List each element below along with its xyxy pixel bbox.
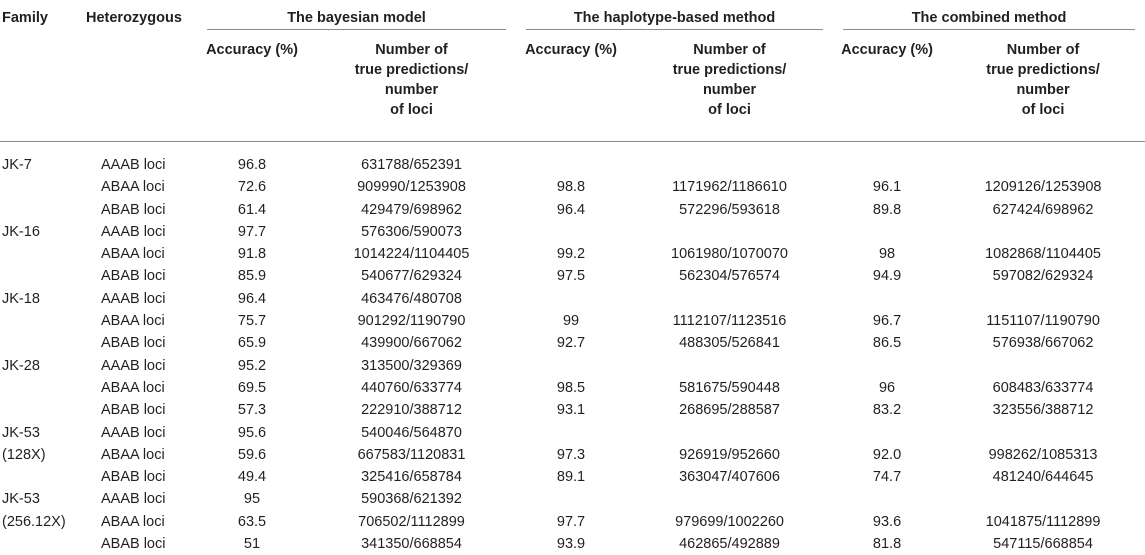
bayesian-number-cell: 590368/621392 bbox=[307, 488, 516, 510]
combined-number-cell: 597082/629324 bbox=[941, 265, 1145, 287]
table-row bbox=[0, 533, 1145, 555]
haplotype-accuracy-cell bbox=[516, 288, 626, 310]
haplotype-accuracy-cell bbox=[516, 142, 626, 177]
family-cell: JK-28 bbox=[0, 355, 86, 377]
family-cell bbox=[0, 332, 86, 354]
bayesian-number-cell: 429479/698962 bbox=[307, 199, 516, 221]
bayesian-accuracy-cell: 91.8 bbox=[197, 243, 307, 265]
bayesian-accuracy-cell: 59.6 bbox=[197, 444, 307, 466]
bayesian-accuracy-cell: 63.5 bbox=[197, 511, 307, 533]
haplotype-accuracy-cell: 96.4 bbox=[516, 199, 626, 221]
haplotype-accuracy-cell: 98.8 bbox=[516, 176, 626, 198]
haplotype-accuracy-cell bbox=[516, 221, 626, 243]
table-row bbox=[0, 243, 1145, 265]
table-row bbox=[0, 466, 1145, 488]
bayesian-number-cell: 439900/667062 bbox=[307, 332, 516, 354]
table-row bbox=[0, 332, 1145, 354]
haplotype-accuracy-cell: 89.1 bbox=[516, 466, 626, 488]
combined-accuracy-cell: 74.7 bbox=[833, 466, 941, 488]
haplotype-number-cell: 572296/593618 bbox=[626, 199, 833, 221]
table-row bbox=[0, 399, 1145, 421]
combined-accuracy-cell: 92.0 bbox=[833, 444, 941, 466]
haplotype-number-cell: 1112107/1123516 bbox=[626, 310, 833, 332]
family-cell bbox=[0, 377, 86, 399]
family-cell bbox=[0, 199, 86, 221]
haplotype-accuracy-cell: 99 bbox=[516, 310, 626, 332]
combined-number-cell: 627424/698962 bbox=[941, 199, 1145, 221]
combined-number-cell: 998262/1085313 bbox=[941, 444, 1145, 466]
haplotype-accuracy-cell: 98.5 bbox=[516, 377, 626, 399]
family-cell: JK-53 bbox=[0, 422, 86, 444]
bayesian-accuracy-cell: 95.6 bbox=[197, 422, 307, 444]
bayesian-number-cell: 463476/480708 bbox=[307, 288, 516, 310]
bayesian-number-header: Number of true predictions/ number of loci bbox=[307, 30, 516, 142]
bayesian-accuracy-cell: 85.9 bbox=[197, 265, 307, 287]
family-cell: JK-7 bbox=[0, 142, 86, 177]
haplotype-number-header: Number of true predictions/ number of loci bbox=[626, 30, 833, 142]
bayesian-accuracy-cell: 75.7 bbox=[197, 310, 307, 332]
combined-accuracy-cell: 89.8 bbox=[833, 199, 941, 221]
heterozygous-cell: ABAB loci bbox=[86, 533, 197, 555]
combined-accuracy-header: Accuracy (%) bbox=[833, 30, 941, 142]
combined-number-cell bbox=[941, 355, 1145, 377]
family-cell bbox=[0, 399, 86, 421]
haplotype-accuracy-cell: 99.2 bbox=[516, 243, 626, 265]
bayesian-number-cell: 631788/652391 bbox=[307, 142, 516, 177]
bayesian-accuracy-cell: 69.5 bbox=[197, 377, 307, 399]
haplotype-number-cell bbox=[626, 488, 833, 510]
combined-accuracy-cell: 86.5 bbox=[833, 332, 941, 354]
bayesian-number-cell: 325416/658784 bbox=[307, 466, 516, 488]
family-cell bbox=[0, 533, 86, 555]
heterozygous-cell: AAAB loci bbox=[86, 488, 197, 510]
haplotype-accuracy-cell: 93.9 bbox=[516, 533, 626, 555]
combined-accuracy-cell bbox=[833, 142, 941, 177]
family-cell: JK-53 bbox=[0, 488, 86, 510]
family-cell bbox=[0, 466, 86, 488]
heterozygous-cell: ABAB loci bbox=[86, 265, 197, 287]
table-row bbox=[0, 377, 1145, 399]
combined-number-header: Number of true predictions/ number of loci bbox=[941, 30, 1145, 142]
combined-accuracy-cell bbox=[833, 355, 941, 377]
combined-number-cell: 323556/388712 bbox=[941, 399, 1145, 421]
table-row bbox=[0, 176, 1145, 198]
table-body bbox=[0, 142, 1145, 555]
haplotype-accuracy-cell: 93.1 bbox=[516, 399, 626, 421]
combined-number-cell bbox=[941, 142, 1145, 177]
combined-accuracy-cell: 93.6 bbox=[833, 511, 941, 533]
family-cell bbox=[0, 310, 86, 332]
heterozygous-cell: ABAA loci bbox=[86, 377, 197, 399]
bayesian-number-cell: 909990/1253908 bbox=[307, 176, 516, 198]
heterozygous-cell: ABAB loci bbox=[86, 199, 197, 221]
family-cell: (128X) bbox=[0, 444, 86, 466]
haplotype-number-cell: 1061980/1070070 bbox=[626, 243, 833, 265]
table-header bbox=[0, 0, 1145, 142]
haplotype-number-cell: 926919/952660 bbox=[626, 444, 833, 466]
heterozygous-cell: AAAB loci bbox=[86, 422, 197, 444]
empty-header-cell bbox=[0, 30, 86, 142]
bayesian-group-header bbox=[197, 0, 516, 30]
heterozygous-header: Heterozygous bbox=[86, 0, 197, 30]
bayesian-number-cell: 901292/1190790 bbox=[307, 310, 516, 332]
combined-group-header bbox=[833, 0, 1145, 30]
table-row bbox=[0, 142, 1145, 177]
combined-number-cell: 1041875/1112899 bbox=[941, 511, 1145, 533]
haplotype-number-cell bbox=[626, 142, 833, 177]
combined-accuracy-cell bbox=[833, 221, 941, 243]
bayesian-number-cell: 667583/1120831 bbox=[307, 444, 516, 466]
haplotype-accuracy-cell bbox=[516, 488, 626, 510]
bayesian-number-cell: 440760/633774 bbox=[307, 377, 516, 399]
heterozygous-cell: ABAB loci bbox=[86, 332, 197, 354]
bayesian-accuracy-cell: 51 bbox=[197, 533, 307, 555]
bayesian-number-cell: 540046/564870 bbox=[307, 422, 516, 444]
bayesian-number-cell: 222910/388712 bbox=[307, 399, 516, 421]
haplotype-number-cell: 979699/1002260 bbox=[626, 511, 833, 533]
table-row bbox=[0, 265, 1145, 287]
haplotype-accuracy-header: Accuracy (%) bbox=[516, 30, 626, 142]
bayesian-accuracy-cell: 95.2 bbox=[197, 355, 307, 377]
haplotype-number-cell: 1171962/1186610 bbox=[626, 176, 833, 198]
haplotype-group-header bbox=[516, 0, 833, 30]
bayesian-accuracy-cell: 97.7 bbox=[197, 221, 307, 243]
haplotype-number-cell bbox=[626, 288, 833, 310]
heterozygous-cell: ABAA loci bbox=[86, 444, 197, 466]
combined-number-cell bbox=[941, 288, 1145, 310]
family-cell bbox=[0, 243, 86, 265]
table-row bbox=[0, 199, 1145, 221]
haplotype-accuracy-cell: 97.3 bbox=[516, 444, 626, 466]
bayesian-accuracy-cell: 96.4 bbox=[197, 288, 307, 310]
haplotype-number-cell: 363047/407606 bbox=[626, 466, 833, 488]
table-row bbox=[0, 221, 1145, 243]
bayesian-accuracy-cell: 65.9 bbox=[197, 332, 307, 354]
family-cell: JK-18 bbox=[0, 288, 86, 310]
bayesian-number-cell: 1014224/1104405 bbox=[307, 243, 516, 265]
combined-number-cell: 1209126/1253908 bbox=[941, 176, 1145, 198]
table-row bbox=[0, 444, 1145, 466]
haplotype-group-label: The haplotype-based method bbox=[574, 9, 775, 27]
heterozygous-cell: AAAB loci bbox=[86, 288, 197, 310]
bayesian-number-cell: 576306/590073 bbox=[307, 221, 516, 243]
bayesian-accuracy-cell: 95 bbox=[197, 488, 307, 510]
combined-number-cell: 481240/644645 bbox=[941, 466, 1145, 488]
haplotype-accuracy-cell: 97.7 bbox=[516, 511, 626, 533]
combined-accuracy-cell: 98 bbox=[833, 243, 941, 265]
haplotype-number-cell: 462865/492889 bbox=[626, 533, 833, 555]
bayesian-group-label: The bayesian model bbox=[287, 9, 426, 27]
bayesian-accuracy-cell: 49.4 bbox=[197, 466, 307, 488]
haplotype-number-cell bbox=[626, 422, 833, 444]
haplotype-number-cell bbox=[626, 221, 833, 243]
combined-number-cell: 1082868/1104405 bbox=[941, 243, 1145, 265]
combined-number-cell bbox=[941, 221, 1145, 243]
haplotype-accuracy-cell: 97.5 bbox=[516, 265, 626, 287]
haplotype-number-cell bbox=[626, 355, 833, 377]
combined-accuracy-cell bbox=[833, 422, 941, 444]
bayesian-number-cell: 706502/1112899 bbox=[307, 511, 516, 533]
heterozygous-cell: ABAA loci bbox=[86, 310, 197, 332]
bayesian-accuracy-cell: 57.3 bbox=[197, 399, 307, 421]
bayesian-accuracy-cell: 61.4 bbox=[197, 199, 307, 221]
combined-accuracy-cell: 81.8 bbox=[833, 533, 941, 555]
combined-number-cell: 547115/668854 bbox=[941, 533, 1145, 555]
heterozygous-cell: AAAB loci bbox=[86, 355, 197, 377]
heterozygous-cell: ABAB loci bbox=[86, 399, 197, 421]
family-cell: JK-16 bbox=[0, 221, 86, 243]
haplotype-accuracy-cell bbox=[516, 422, 626, 444]
bayesian-accuracy-cell: 96.8 bbox=[197, 142, 307, 177]
table-row bbox=[0, 422, 1145, 444]
bayesian-number-cell: 540677/629324 bbox=[307, 265, 516, 287]
haplotype-number-cell: 562304/576574 bbox=[626, 265, 833, 287]
heterozygous-cell: ABAA loci bbox=[86, 243, 197, 265]
bayesian-number-cell: 341350/668854 bbox=[307, 533, 516, 555]
heterozygous-cell: ABAB loci bbox=[86, 466, 197, 488]
family-cell bbox=[0, 176, 86, 198]
combined-accuracy-cell: 96 bbox=[833, 377, 941, 399]
heterozygous-cell: AAAB loci bbox=[86, 221, 197, 243]
bayesian-accuracy-header: Accuracy (%) bbox=[197, 30, 307, 142]
family-cell bbox=[0, 265, 86, 287]
bayesian-number-cell: 313500/329369 bbox=[307, 355, 516, 377]
combined-number-cell: 608483/633774 bbox=[941, 377, 1145, 399]
table-row bbox=[0, 310, 1145, 332]
family-header: Family bbox=[0, 0, 86, 30]
heterozygous-cell: ABAA loci bbox=[86, 176, 197, 198]
combined-number-cell: 1151107/1190790 bbox=[941, 310, 1145, 332]
combined-accuracy-cell: 96.7 bbox=[833, 310, 941, 332]
haplotype-number-cell: 581675/590448 bbox=[626, 377, 833, 399]
combined-number-cell bbox=[941, 488, 1145, 510]
bayesian-accuracy-cell: 72.6 bbox=[197, 176, 307, 198]
haplotype-number-cell: 268695/288587 bbox=[626, 399, 833, 421]
table-row bbox=[0, 355, 1145, 377]
combined-accuracy-cell bbox=[833, 488, 941, 510]
haplotype-number-cell: 488305/526841 bbox=[626, 332, 833, 354]
combined-accuracy-cell: 96.1 bbox=[833, 176, 941, 198]
combined-accuracy-cell: 83.2 bbox=[833, 399, 941, 421]
combined-number-cell: 576938/667062 bbox=[941, 332, 1145, 354]
empty-header-cell bbox=[86, 30, 197, 142]
table-row bbox=[0, 511, 1145, 533]
combined-accuracy-cell bbox=[833, 288, 941, 310]
haplotype-accuracy-cell: 92.7 bbox=[516, 332, 626, 354]
family-cell: (256.12X) bbox=[0, 511, 86, 533]
heterozygous-cell: ABAA loci bbox=[86, 511, 197, 533]
combined-group-label: The combined method bbox=[912, 9, 1067, 27]
combined-accuracy-cell: 94.9 bbox=[833, 265, 941, 287]
heterozygous-cell: AAAB loci bbox=[86, 142, 197, 177]
table-row bbox=[0, 488, 1145, 510]
table-row bbox=[0, 288, 1145, 310]
haplotype-accuracy-cell bbox=[516, 355, 626, 377]
combined-number-cell bbox=[941, 422, 1145, 444]
